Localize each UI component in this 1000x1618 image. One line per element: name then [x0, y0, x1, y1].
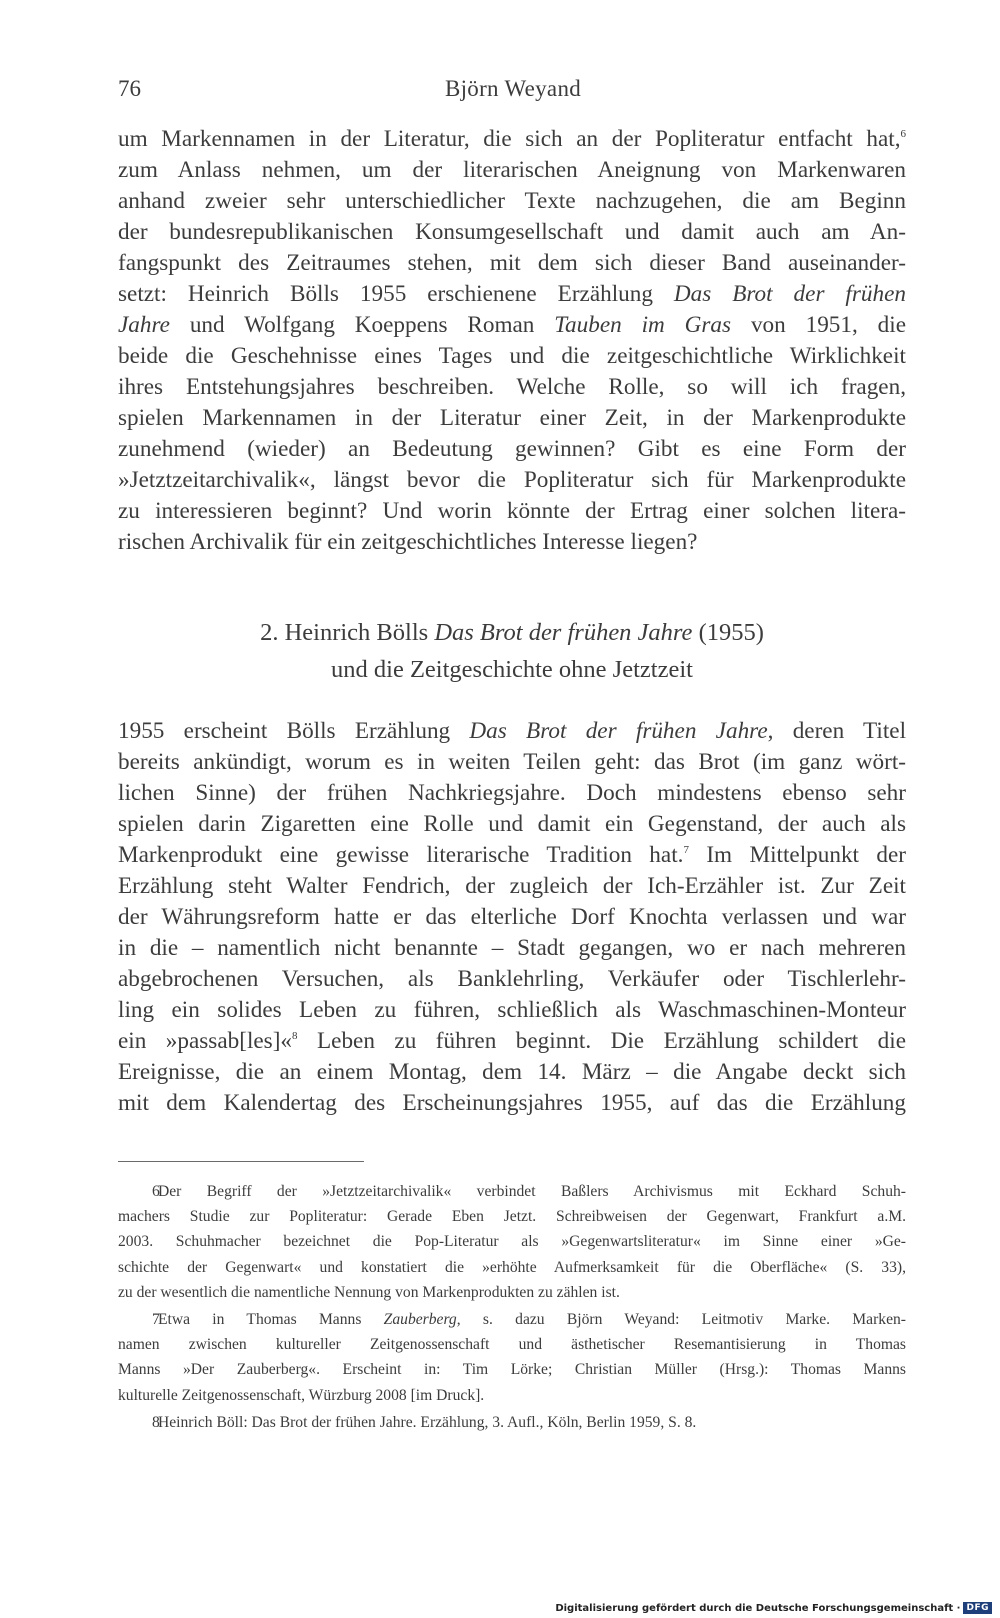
text-line: in die – namentlich nicht benannte – Stadt gegangen, wo er nach mehreren	[118, 935, 906, 961]
book-title: Das Brot der frühen Jahre	[434, 619, 693, 646]
footnote-number: 6	[152, 1183, 160, 1200]
footnote-ref-7[interactable]: 7	[683, 844, 689, 856]
footnote-6	[118, 1179, 906, 1305]
footnote-line: schichte der Gegenwart« und konstatiert die »erhöhte Aufmerksamkeit für die Oberfläche« (S. 33),	[118, 1258, 906, 1276]
text-line: fangspunkt des Zeitraumes stehen, mit dem sich dieser Band auseinander-	[118, 250, 906, 276]
footnote-line: Manns »Der Zauberberg«. Erscheint in: Tim Lörke; Christian Müller (Hrsg.): Thomas Manns	[118, 1361, 906, 1379]
footnote-line: 8Heinrich Böll: Das Brot der frühen Jahre. Erzählung, 3. Aufl., Köln, Berlin 1959, S. 8.	[118, 1410, 906, 1435]
text-line: der bundesrepublikanischen Konsumgesellschaft und damit auch am An-	[118, 219, 906, 245]
footnote-ref-6[interactable]: 6	[900, 128, 906, 140]
text-line: 1955 erscheint Bölls Erzählung Das Brot der frühen Jahre, deren Titel	[118, 718, 906, 744]
footnote-line: 6Der Begriff der »Jetztzeitarchivalik« verbindet Baßlers Archivismus mit Eckhard Schuh-	[118, 1179, 906, 1204]
text-line: zunehmend (wieder) an Bedeutung gewinnen? Gibt es eine Form der	[118, 436, 906, 462]
text-line: bereits ankündigt, worum es in weiten Teilen geht: das Brot (im ganz wört-	[118, 749, 906, 775]
text-line: spielen Markennamen in der Literatur einer Zeit, in der Markenprodukte	[118, 405, 906, 431]
text-line: lichen Sinne) der frühen Nachkriegsjahre. Doch mindestens ebenso sehr	[118, 780, 906, 806]
text-line: Erzählung steht Walter Fendrich, der zugleich der Ich-Erzähler ist. Zur Zeit	[118, 873, 906, 899]
text-line: beide die Geschehnisse eines Tages und die zeitgeschichtliche Wirklichkeit	[118, 343, 906, 369]
text-line: ling ein solides Leben zu führen, schließlich als Waschmaschinen-Monteur	[118, 997, 906, 1023]
running-head: Björn Weyand	[444, 76, 582, 101]
footnote-line: machers Studie zur Popliteratur: Gerade Eben Jetzt. Schreibweisen der Gegenwart, Frankfurt a.M.	[118, 1208, 906, 1226]
book-title: Zauberberg	[383, 1310, 457, 1328]
text-line: zu interessieren beginnt? Und worin könnte der Ertrag einer solchen litera-	[118, 498, 906, 524]
footnote-line: kulturelle Zeitgenossenschaft, Würzburg 2008 [im Druck].	[118, 1386, 485, 1404]
digitization-credit: Digitalisierung gefördert durch die Deutsche Forschungsgemeinschaft · DFG	[555, 1602, 992, 1614]
page-header	[118, 76, 908, 106]
footnote-number: 8	[152, 1413, 160, 1431]
text-line: der Währungsreform hatte er das elterliche Dorf Knochta verlassen und war	[118, 904, 906, 930]
footnote-line: 2003. Schuhmacher bezeichnet die Pop-Literatur als »Gegenwartsliteratur« im Sinne einer »Ge-	[118, 1233, 906, 1251]
text-line: mit dem Kalendertag des Erscheinungsjahres 1955, auf das die Erzählung	[118, 1090, 906, 1116]
text-line: spielen darin Zigaretten eine Rolle und damit ein Gegenstand, der auch als	[118, 811, 906, 837]
text-line: setzt: Heinrich Bölls 1955 erschienene Erzählung Das Brot der frühen	[118, 281, 906, 307]
text-line: ein »passab[les]«$^8$ Leben zu führen beginnt. Die Erzählung schildert die	[118, 1028, 906, 1054]
heading-line: 2. Heinrich Bölls Das Brot der frühen Jahre (1955)	[260, 619, 764, 646]
paragraph-section-2	[118, 716, 906, 1119]
footnote-7	[118, 1307, 906, 1408]
footnote-separator	[118, 1161, 364, 1162]
book-title: Jahre	[118, 312, 170, 338]
heading-line: und die Zeitgeschichte ohne Jetztzeit	[331, 656, 693, 683]
paragraph-intro	[118, 124, 906, 558]
text-line: »Jetztzeitarchivalik«, längst bevor die Popliteratur sich für Markenprodukte	[118, 467, 906, 493]
book-title: Das Brot der frühen	[673, 281, 906, 307]
footnotes	[118, 1179, 906, 1435]
dfg-logo: DFG	[963, 1602, 992, 1614]
text-line: Jahre und Wolfgang Koeppens Roman Tauben im Gras von 1951, die	[118, 312, 906, 338]
footnote-line: 7Etwa in Thomas Manns Zauberberg, s. dazu Björn Weyand: Leitmotiv Marke. Marken-	[118, 1307, 906, 1332]
book-title: Tauben im Gras	[554, 312, 732, 338]
footnote-line: zu der wesentlich die namentliche Nennung von Markenprodukten zu zählen ist.	[118, 1283, 620, 1301]
footnote-ref-8[interactable]: 8	[292, 1030, 298, 1042]
text-line: Markenprodukt eine gewisse literarische Tradition hat.$^7$ Im Mittelpunkt der	[118, 842, 906, 868]
text-line: Ereignisse, die an einem Montag, dem 14. März – die Angabe deckt sich	[118, 1059, 906, 1085]
text-line: zum Anlass nehmen, um der literarischen Aneignung von Markenwaren	[118, 157, 906, 183]
footnote-number: 7	[152, 1310, 160, 1328]
text-line: abgebrochenen Versuchen, als Banklehrling, Verkäufer oder Tischlerlehr-	[118, 966, 906, 992]
section-heading	[118, 614, 906, 688]
text-line: um Markennamen in der Literatur, die sich an der Popliteratur entfacht hat,$^6$	[118, 126, 906, 152]
book-title: Das Brot der frühen Jahre	[469, 718, 768, 744]
text-line: rischen Archivalik für ein zeitgeschichtliches Interesse liegen?	[118, 529, 698, 555]
footnote-line: namen zwischen kultureller Zeitgenossenschaft und ästhetischer Resemantisierung in Thomas	[118, 1336, 906, 1354]
footnote-8	[118, 1410, 906, 1435]
page-number: 76	[118, 76, 141, 101]
text-line: ihres Entstehungsjahres beschreiben. Welche Rolle, so will ich fragen,	[118, 374, 906, 400]
text-line: anhand zweier sehr unterschiedlicher Texte nachzugehen, die am Beginn	[118, 188, 906, 214]
